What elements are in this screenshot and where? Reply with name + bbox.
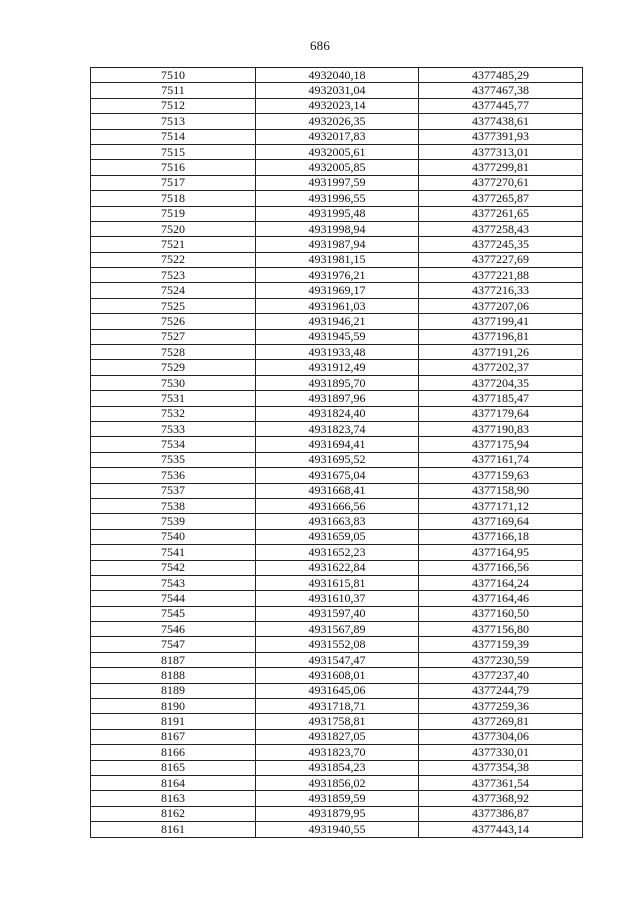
point-number-cell: 8188	[91, 668, 256, 683]
table-row	[91, 268, 583, 283]
x-coordinate-cell: 4931645,06	[256, 683, 419, 698]
y-coordinate-cell: 4377221,88	[419, 268, 583, 283]
table-row	[91, 637, 583, 652]
x-coordinate-cell: 4931663,83	[256, 514, 419, 529]
y-coordinate-cell: 4377467,38	[419, 83, 583, 98]
x-coordinate-cell: 4931552,08	[256, 637, 419, 652]
y-coordinate-cell: 4377270,61	[419, 175, 583, 190]
point-number-cell: 8189	[91, 683, 256, 698]
table-row	[91, 175, 583, 190]
y-coordinate-cell: 4377304,06	[419, 729, 583, 744]
point-number-cell: 7517	[91, 175, 256, 190]
y-coordinate-cell: 4377485,29	[419, 68, 583, 83]
point-number-cell: 7527	[91, 329, 256, 344]
y-coordinate-cell: 4377158,90	[419, 483, 583, 498]
y-coordinate-cell: 4377258,43	[419, 221, 583, 236]
table-row	[91, 822, 583, 837]
y-coordinate-cell: 4377269,81	[419, 714, 583, 729]
x-coordinate-cell: 4931897,96	[256, 391, 419, 406]
point-number-cell: 7536	[91, 468, 256, 483]
point-number-cell: 7544	[91, 591, 256, 606]
coordinates-table-body	[91, 68, 583, 838]
y-coordinate-cell: 4377164,46	[419, 591, 583, 606]
table-row	[91, 560, 583, 575]
x-coordinate-cell: 4931995,48	[256, 206, 419, 221]
point-number-cell: 8165	[91, 760, 256, 775]
table-row	[91, 714, 583, 729]
y-coordinate-cell: 4377330,01	[419, 745, 583, 760]
y-coordinate-cell: 4377230,59	[419, 652, 583, 667]
y-coordinate-cell: 4377169,64	[419, 514, 583, 529]
point-number-cell: 8167	[91, 729, 256, 744]
point-number-cell: 7515	[91, 144, 256, 159]
y-coordinate-cell: 4377368,92	[419, 791, 583, 806]
table-row	[91, 668, 583, 683]
x-coordinate-cell: 4932005,61	[256, 144, 419, 159]
point-number-cell: 8187	[91, 652, 256, 667]
y-coordinate-cell: 4377386,87	[419, 806, 583, 821]
table-row	[91, 283, 583, 298]
table-row	[91, 591, 583, 606]
y-coordinate-cell: 4377161,74	[419, 452, 583, 467]
table-row	[91, 652, 583, 667]
table-row	[91, 775, 583, 790]
point-number-cell: 8163	[91, 791, 256, 806]
point-number-cell: 7519	[91, 206, 256, 221]
point-number-cell: 8190	[91, 699, 256, 714]
point-number-cell: 7513	[91, 114, 256, 129]
point-number-cell: 8164	[91, 775, 256, 790]
point-number-cell: 7532	[91, 406, 256, 421]
y-coordinate-cell: 4377175,94	[419, 437, 583, 452]
point-number-cell: 7525	[91, 298, 256, 313]
y-coordinate-cell: 4377227,69	[419, 252, 583, 267]
table-row	[91, 606, 583, 621]
point-number-cell: 7510	[91, 68, 256, 83]
point-number-cell: 7546	[91, 622, 256, 637]
x-coordinate-cell: 4931859,59	[256, 791, 419, 806]
table-row	[91, 529, 583, 544]
x-coordinate-cell: 4931854,23	[256, 760, 419, 775]
x-coordinate-cell: 4931622,84	[256, 560, 419, 575]
point-number-cell: 7529	[91, 360, 256, 375]
y-coordinate-cell: 4377438,61	[419, 114, 583, 129]
x-coordinate-cell: 4931946,21	[256, 314, 419, 329]
y-coordinate-cell: 4377391,93	[419, 129, 583, 144]
table-row	[91, 237, 583, 252]
x-coordinate-cell: 4931940,55	[256, 822, 419, 837]
x-coordinate-cell: 4931695,52	[256, 452, 419, 467]
y-coordinate-cell: 4377160,50	[419, 606, 583, 621]
table-row	[91, 699, 583, 714]
x-coordinate-cell: 4932017,83	[256, 129, 419, 144]
x-coordinate-cell: 4931856,02	[256, 775, 419, 790]
y-coordinate-cell: 4377207,06	[419, 298, 583, 313]
point-number-cell: 7511	[91, 83, 256, 98]
x-coordinate-cell: 4931597,40	[256, 606, 419, 621]
point-number-cell: 7535	[91, 452, 256, 467]
y-coordinate-cell: 4377244,79	[419, 683, 583, 698]
table-row	[91, 329, 583, 344]
table-row	[91, 498, 583, 513]
table-row	[91, 483, 583, 498]
table-row	[91, 68, 583, 83]
y-coordinate-cell: 4377204,35	[419, 375, 583, 390]
point-number-cell: 7547	[91, 637, 256, 652]
table-row	[91, 114, 583, 129]
point-number-cell: 7541	[91, 545, 256, 560]
y-coordinate-cell: 4377443,14	[419, 822, 583, 837]
y-coordinate-cell: 4377190,83	[419, 421, 583, 436]
point-number-cell: 7514	[91, 129, 256, 144]
point-number-cell: 7542	[91, 560, 256, 575]
x-coordinate-cell: 4931987,94	[256, 237, 419, 252]
table-row	[91, 83, 583, 98]
x-coordinate-cell: 4932026,35	[256, 114, 419, 129]
table-row	[91, 375, 583, 390]
point-number-cell: 7537	[91, 483, 256, 498]
y-coordinate-cell: 4377199,41	[419, 314, 583, 329]
table-row	[91, 575, 583, 590]
table-row	[91, 98, 583, 113]
coordinates-table	[90, 67, 583, 838]
x-coordinate-cell: 4931998,94	[256, 221, 419, 236]
x-coordinate-cell: 4932005,85	[256, 160, 419, 175]
table-row	[91, 468, 583, 483]
x-coordinate-cell: 4931659,05	[256, 529, 419, 544]
x-coordinate-cell: 4931961,03	[256, 298, 419, 313]
x-coordinate-cell: 4931827,05	[256, 729, 419, 744]
x-coordinate-cell: 4931824,40	[256, 406, 419, 421]
y-coordinate-cell: 4377245,35	[419, 237, 583, 252]
y-coordinate-cell: 4377445,77	[419, 98, 583, 113]
point-number-cell: 7522	[91, 252, 256, 267]
table-row	[91, 221, 583, 236]
table-row	[91, 298, 583, 313]
y-coordinate-cell: 4377159,39	[419, 637, 583, 652]
x-coordinate-cell: 4931997,59	[256, 175, 419, 190]
table-row	[91, 545, 583, 560]
table-row	[91, 791, 583, 806]
point-number-cell: 7521	[91, 237, 256, 252]
x-coordinate-cell: 4931969,17	[256, 283, 419, 298]
table-row	[91, 760, 583, 775]
x-coordinate-cell: 4931879,95	[256, 806, 419, 821]
y-coordinate-cell: 4377156,80	[419, 622, 583, 637]
x-coordinate-cell: 4932040,18	[256, 68, 419, 83]
x-coordinate-cell: 4931912,49	[256, 360, 419, 375]
point-number-cell: 7543	[91, 575, 256, 590]
table-row	[91, 144, 583, 159]
table-row	[91, 314, 583, 329]
y-coordinate-cell: 4377171,12	[419, 498, 583, 513]
x-coordinate-cell: 4931945,59	[256, 329, 419, 344]
y-coordinate-cell: 4377159,63	[419, 468, 583, 483]
table-row	[91, 683, 583, 698]
point-number-cell: 8161	[91, 822, 256, 837]
point-number-cell: 7531	[91, 391, 256, 406]
x-coordinate-cell: 4932023,14	[256, 98, 419, 113]
x-coordinate-cell: 4932031,04	[256, 83, 419, 98]
y-coordinate-cell: 4377185,47	[419, 391, 583, 406]
table-row	[91, 745, 583, 760]
table-row	[91, 514, 583, 529]
table-row	[91, 391, 583, 406]
y-coordinate-cell: 4377179,64	[419, 406, 583, 421]
table-row	[91, 806, 583, 821]
point-number-cell: 7523	[91, 268, 256, 283]
table-row	[91, 191, 583, 206]
point-number-cell: 8162	[91, 806, 256, 821]
x-coordinate-cell: 4931615,81	[256, 575, 419, 590]
table-row	[91, 160, 583, 175]
table-row	[91, 729, 583, 744]
x-coordinate-cell: 4931668,41	[256, 483, 419, 498]
y-coordinate-cell: 4377265,87	[419, 191, 583, 206]
x-coordinate-cell: 4931933,48	[256, 345, 419, 360]
point-number-cell: 7518	[91, 191, 256, 206]
y-coordinate-cell: 4377354,38	[419, 760, 583, 775]
x-coordinate-cell: 4931996,55	[256, 191, 419, 206]
point-number-cell: 8166	[91, 745, 256, 760]
x-coordinate-cell: 4931758,81	[256, 714, 419, 729]
x-coordinate-cell: 4931567,89	[256, 622, 419, 637]
y-coordinate-cell: 4377361,54	[419, 775, 583, 790]
y-coordinate-cell: 4377166,18	[419, 529, 583, 544]
x-coordinate-cell: 4931610,37	[256, 591, 419, 606]
point-number-cell: 8191	[91, 714, 256, 729]
y-coordinate-cell: 4377237,40	[419, 668, 583, 683]
table-row	[91, 421, 583, 436]
y-coordinate-cell: 4377166,56	[419, 560, 583, 575]
point-number-cell: 7530	[91, 375, 256, 390]
x-coordinate-cell: 4931547,47	[256, 652, 419, 667]
x-coordinate-cell: 4931718,71	[256, 699, 419, 714]
x-coordinate-cell: 4931895,70	[256, 375, 419, 390]
x-coordinate-cell: 4931675,04	[256, 468, 419, 483]
point-number-cell: 7528	[91, 345, 256, 360]
table-row	[91, 206, 583, 221]
y-coordinate-cell: 4377196,81	[419, 329, 583, 344]
y-coordinate-cell: 4377259,36	[419, 699, 583, 714]
y-coordinate-cell: 4377216,33	[419, 283, 583, 298]
y-coordinate-cell: 4377164,95	[419, 545, 583, 560]
point-number-cell: 7545	[91, 606, 256, 621]
x-coordinate-cell: 4931694,41	[256, 437, 419, 452]
point-number-cell: 7540	[91, 529, 256, 544]
table-row	[91, 252, 583, 267]
table-row	[91, 452, 583, 467]
table-row	[91, 345, 583, 360]
x-coordinate-cell: 4931608,01	[256, 668, 419, 683]
y-coordinate-cell: 4377299,81	[419, 160, 583, 175]
table-row	[91, 622, 583, 637]
y-coordinate-cell: 4377191,26	[419, 345, 583, 360]
y-coordinate-cell: 4377313,01	[419, 144, 583, 159]
point-number-cell: 7534	[91, 437, 256, 452]
point-number-cell: 7512	[91, 98, 256, 113]
y-coordinate-cell: 4377261,65	[419, 206, 583, 221]
point-number-cell: 7526	[91, 314, 256, 329]
point-number-cell: 7533	[91, 421, 256, 436]
point-number-cell: 7516	[91, 160, 256, 175]
table-row	[91, 360, 583, 375]
x-coordinate-cell: 4931823,74	[256, 421, 419, 436]
y-coordinate-cell: 4377164,24	[419, 575, 583, 590]
x-coordinate-cell: 4931666,56	[256, 498, 419, 513]
x-coordinate-cell: 4931652,23	[256, 545, 419, 560]
page-number: 686	[309, 38, 331, 53]
x-coordinate-cell: 4931823,70	[256, 745, 419, 760]
point-number-cell: 7520	[91, 221, 256, 236]
x-coordinate-cell: 4931981,15	[256, 252, 419, 267]
y-coordinate-cell: 4377202,37	[419, 360, 583, 375]
x-coordinate-cell: 4931976,21	[256, 268, 419, 283]
point-number-cell: 7538	[91, 498, 256, 513]
table-row	[91, 129, 583, 144]
table-row	[91, 406, 583, 421]
point-number-cell: 7539	[91, 514, 256, 529]
table-row	[91, 437, 583, 452]
point-number-cell: 7524	[91, 283, 256, 298]
